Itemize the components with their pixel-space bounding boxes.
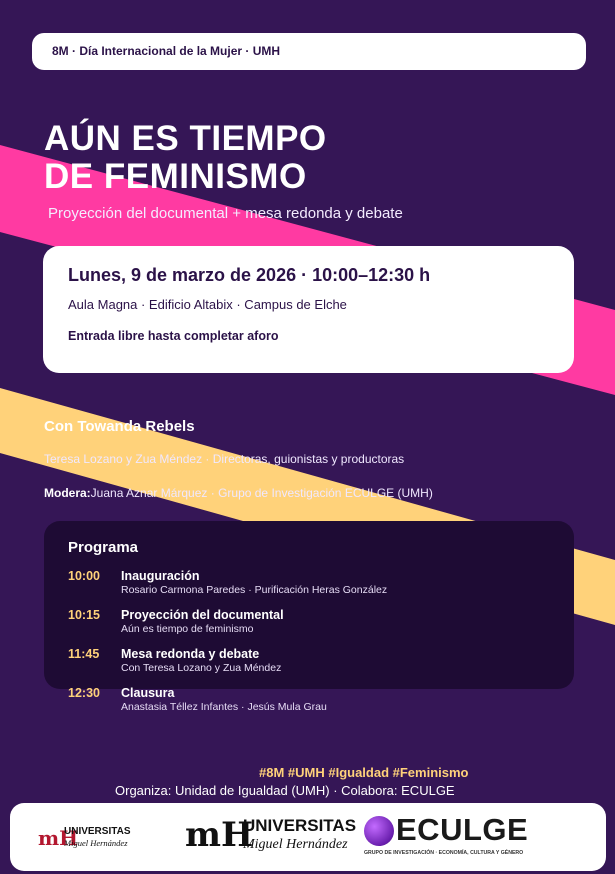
hashtags: #8M #UMH #Igualdad #Feminismo bbox=[259, 765, 469, 780]
event-header-bar bbox=[32, 33, 586, 70]
umh-name-large: UNIVERSITAS bbox=[243, 816, 357, 835]
umh-logo-large bbox=[185, 813, 360, 857]
program-list bbox=[68, 568, 568, 724]
program-detail: Con Teresa Lozano y Zua Méndez bbox=[121, 662, 282, 674]
program-name: Proyección del documental bbox=[121, 608, 284, 622]
umh-mark-icon: mH bbox=[38, 826, 79, 850]
program-name: Inauguración bbox=[121, 569, 200, 583]
program-item bbox=[68, 685, 568, 724]
event-header-label: 8M · Día Internacional de la Mujer · UMH bbox=[52, 44, 281, 58]
program-item bbox=[68, 568, 568, 607]
program-item bbox=[68, 646, 568, 685]
umh-logo-small bbox=[38, 826, 138, 854]
program-item bbox=[68, 607, 568, 646]
guests-title: Con Towanda Rebels bbox=[44, 418, 195, 435]
organizers-line: Organiza: Unidad de Igualdad (UMH) · Colabora: ECULGE bbox=[115, 783, 455, 798]
umh-sub-large: Miguel Hernández bbox=[243, 837, 348, 852]
event-place: Aula Magna · Edificio Altabix · Campus de Elche bbox=[68, 297, 347, 312]
program-time: 12:30 bbox=[68, 686, 100, 700]
umh-name-small: UNIVERSITAS bbox=[64, 826, 131, 837]
umh-mark-icon: mH bbox=[185, 815, 254, 855]
program-name: Mesa redonda y debate bbox=[121, 647, 260, 661]
program-title: Programa bbox=[68, 539, 139, 556]
umh-sub-small: Miguel Hernández bbox=[64, 838, 128, 848]
event-date: Lunes, 9 de marzo de 2026 · 10:00–12:30 h bbox=[68, 265, 431, 285]
page-title bbox=[44, 120, 327, 196]
title-line-1: AÚN ES TIEMPO bbox=[44, 119, 327, 158]
program-name: Clausura bbox=[121, 686, 175, 700]
entry-note: Entrada libre hasta completar aforo bbox=[68, 329, 279, 343]
program-detail: Aún es tiempo de feminismo bbox=[121, 623, 254, 635]
program-time: 11:45 bbox=[68, 647, 100, 661]
moderator-label: Modera: bbox=[44, 486, 91, 500]
eculge-logo bbox=[364, 814, 540, 858]
program-time: 10:15 bbox=[68, 608, 100, 622]
program-detail: Rosario Carmona Paredes · Purificación Heras González bbox=[121, 584, 388, 596]
globe-icon bbox=[364, 816, 394, 846]
event-info-card bbox=[43, 246, 574, 373]
title-line-2: DE FEMINISMO bbox=[44, 157, 307, 196]
moderator-line bbox=[44, 486, 433, 500]
moderator-text: Juana Aznar Márquez · Grupo de Investigación ECULGE (UMH) bbox=[90, 486, 433, 500]
program-time: 10:00 bbox=[68, 569, 100, 583]
program-detail: Anastasia Téllez Infantes · Jesús Mula Grau bbox=[121, 701, 327, 713]
guests-names: Teresa Lozano y Zua Méndez · Directoras, guionistas y productoras bbox=[44, 452, 405, 466]
eculge-tagline: GRUPO DE INVESTIGACIÓN · ECONOMÍA, CULTURA Y GÉNERO bbox=[364, 850, 524, 856]
eculge-name: ECULGE bbox=[396, 812, 529, 847]
subtitle: Proyección del documental + mesa redonda y debate bbox=[48, 205, 403, 222]
